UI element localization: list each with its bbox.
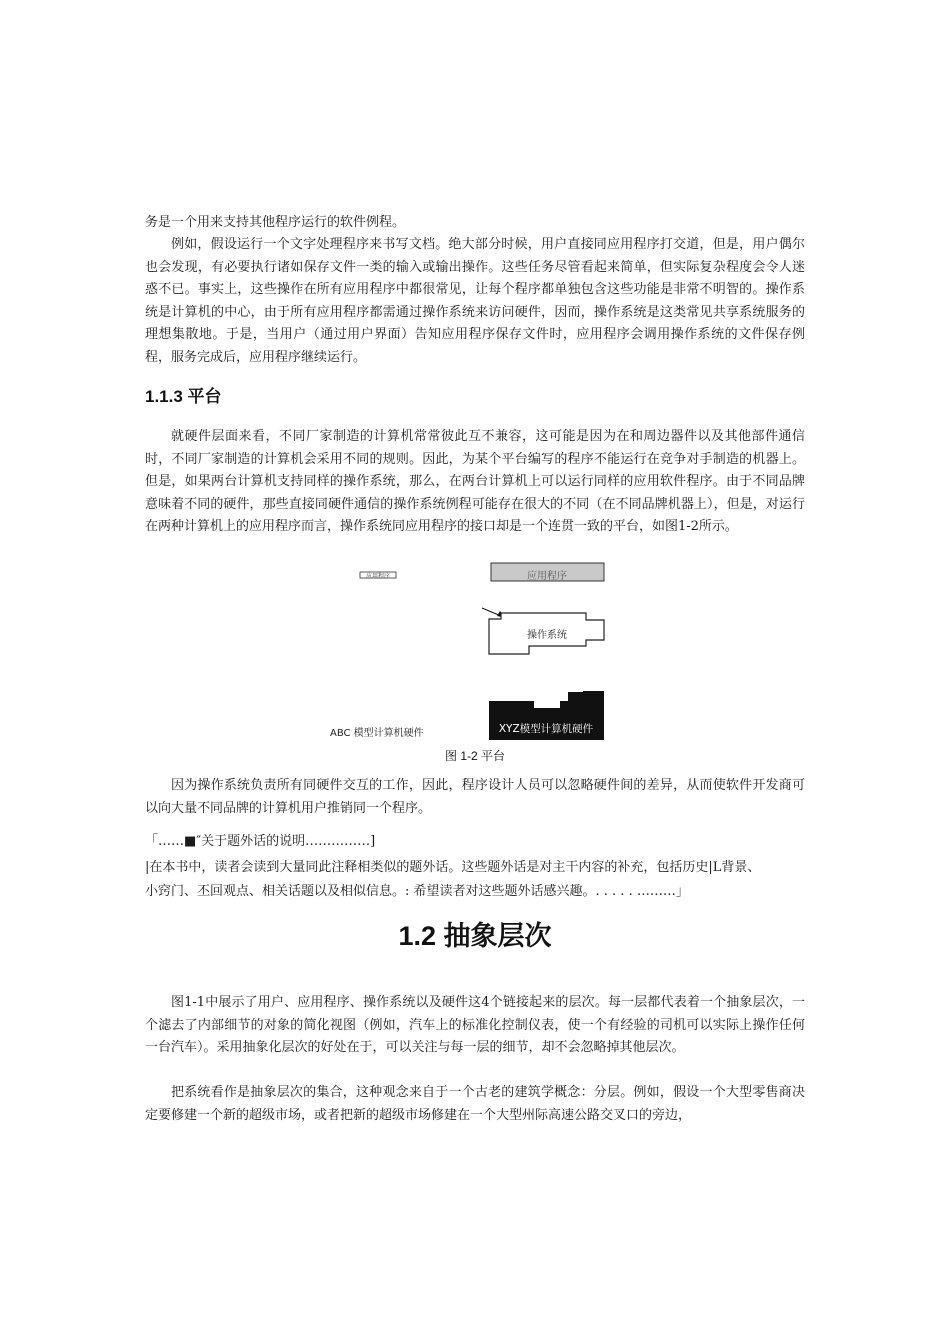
platform-diagram	[320, 560, 620, 740]
abc-hardware-label: ABC 模型计算机硬件	[330, 728, 424, 739]
paragraph-word-processor-example: 例如，假设运行一个文字处理程序来书写文档。绝大部分时候，用户直接同应用程序打交道，但是，用户偶尔也会发现，有必要执行诸如保存文件一类的输入或输出操作。这些任务尽管看起来简单，但实际复杂程度会令人迷惑不已。事实上，这些操作在所有应用程序中都很常见，让每个程序都单独包含这些功能是非常不明智的。操作系统是计算机的中心，由于所有应用程序都需通过操作系统来访问硬件，因而，操作系统是这类常见共享系统服务的理想集散地。于是，当用户（通过用户界面）告知应用程序保存文件时，应用程序会调用操作系统的文件保存例程，服务完成后，应用程序继续运行。	[145, 237, 805, 365]
paragraph-os-hardware: 因为操作系统负责所有同硬件交互的工作，因此，程序设计人员可以忽略硬件间的差异，从而使软件开发商可以向大量不同品牌的计算机用户推销同一个程序。	[145, 778, 805, 816]
section-heading-platform: 1.1.3 平台	[145, 387, 222, 406]
paragraph-hardware-platform: 就硬件层面来看，不同厂家制造的计算机常常彼此互不兼容，这可能是因为在和周边器件以及其他部件通信时，不同厂家制造的计算机会采用不同的规则。因此，为某个平台编写的程序不能运行在竞争对手制造的机器上。但是，如果两台计算机支持同样的操作系统，那么，在两台计算机上可以运行同样的应用软件程序。由于不同品牌意味着不同的硬件，那些直接同硬件通信的操作系统例程可能存在很大的不同（在不同品牌机器上），但是，对运行在两种计算机上的应用程序而言，操作系统同应用程序的接口却是一个连贯一致的平台，如图1-2所示。	[145, 429, 805, 535]
left-app-label: 应用程序	[365, 573, 391, 580]
note-body-line-1: |在本书中，读者会读到大量同此注释相类似的题外话。这些题外话是对主干内容的补充，包括历史|L背景、	[145, 860, 761, 875]
figure-caption: 图 1-2 平台	[444, 749, 505, 763]
note-title: 「……■″关于题外话的说明……………]	[145, 834, 376, 849]
figure-1-2	[320, 560, 620, 740]
paragraph-continuation: 务是一个用来支持其他程序运行的软件例程。	[145, 215, 406, 230]
note-body-line-2: 小窍门、丕回观点、相关话题以及相似信息。: 希望读者对这些题外话感兴趣。. . . . . ………」	[145, 884, 689, 899]
paragraph-layering-architecture: 把系统看作是抽象层次的集合，这种观念来自于一个古老的建筑学概念：分层。例如，假设一个大型零售商决定要修建一个新的超级市场，或者把新的超级市场修建在一个大型州际高速公路交叉口的旁边，	[145, 1085, 805, 1123]
application-label: 应用程序	[527, 571, 567, 582]
operating-system-label: 操作系统	[527, 630, 567, 641]
xyz-hardware-label: XYZ模型计算机硬件	[498, 723, 594, 735]
section-heading-abstraction: 1.2 抽象层次	[398, 921, 552, 951]
paragraph-abstraction-layers: 图1-1中展示了用户、应用程序、操作系统以及硬件这4个链接起来的层次。每一层都代表着一个抽象层次，一个滤去了内部细节的对象的简化视图（例如，汽车上的标准化控制仪表，使一个有经验的司机可以实际上操作任何一台汽车）。采用抽象化层次的好处在于，可以关注与每一层的细节，却不会忽略掉其他层次。	[145, 995, 805, 1056]
